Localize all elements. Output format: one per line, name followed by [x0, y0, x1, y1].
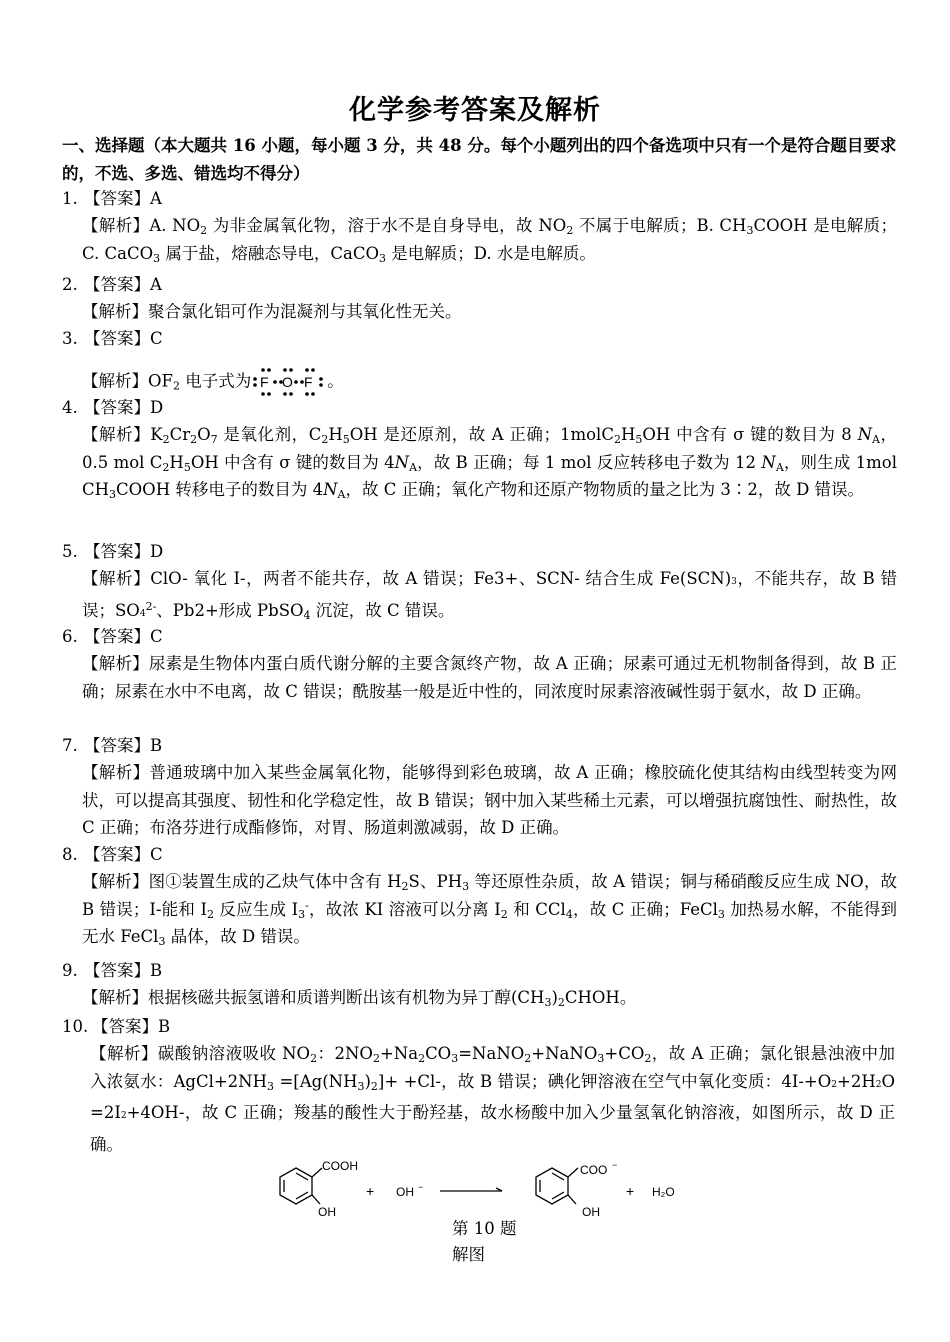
answer-10: 10. 【答案】B: [62, 1017, 171, 1036]
lewis-f-left: F: [260, 374, 269, 390]
explanation-8: 【解析】图①装置生成的乙炔气体中含有 $H_2S$、$PH_3$ 等还原性杂质，故 A 错误；铜与稀硝酸反应生成 NO，故 B 错误；I-能和 $I_2$ 反应生成 $I_3^-$，故浓 KI 溶液可以分离 $I_2$ 和 CCl$_4$，故 C 正确；FeCl$_3$ 加热易水解，不能得到无水 FeCl$_3$ 晶体，故 D 错误。: [82, 872, 897, 948]
hydroxide-label: OH: [396, 1185, 414, 1199]
caption-line-2: 解图: [452, 1245, 485, 1264]
explanation-9: 【解析】根据核磁共振氢谱和质谱判断出该有机物为异丁醇$(CH_3)_2CHOH$。: [82, 988, 637, 1009]
page-title: 化学参考答案及解析: [349, 95, 601, 126]
svg-text:−: −: [612, 1160, 618, 1170]
answer-5: 5. 【答案】D: [62, 542, 164, 561]
answer-3: 3. 【答案】C: [62, 329, 163, 348]
oh-label-right: OH: [582, 1205, 600, 1219]
explanation-10: 【解析】碳酸钠溶液吸收 $NO_2$：$2NO_2+Na_2CO_3=NaNO_2+NaNO_3+CO_2$，故 A 正确；氯化银悬浊液中加入浓氨水：$AgCl+2NH_3 =[Ag(NH_3)_2]+ +Cl-$，故 B 错误；碘化钾溶液在空气中氧化变质：4I-+O2+2H2O =2I2+4OH-，故 C 正确；羧基的酸性大于酚羟基，故水杨酸中加入少量氢氧化钠溶液，如图所示，故 D 正确。: [90, 1044, 896, 1154]
answer-7: 7. 【答案】B: [62, 736, 163, 755]
plus-sign-1: +: [366, 1183, 375, 1199]
answer-1: 1. 【答案】A: [62, 189, 162, 208]
answer-9: 9. 【答案】B: [62, 961, 163, 980]
explanation-6: 【解析】尿素是生物体内蛋白质代谢分解的主要含氮终产物，故 A 正确；尿素可通过无机物制备得到，故 B 正确；尿素在水中不电离，故 C 错误；酰胺基一般是近中性的，同浓度时尿素溶液碱性弱于氨水，故 D 正确。: [82, 654, 897, 701]
salicylate-structure: [536, 1168, 578, 1204]
oh-label-left: OH: [318, 1205, 336, 1219]
reaction-scheme-figure: [270, 1154, 690, 1224]
salicylic-acid-structure: [280, 1168, 322, 1204]
explanation-2: 【解析】聚合氯化铝可作为混凝剂与其氧化性无关。: [82, 302, 462, 321]
caption-line-1: 第 10 题: [452, 1219, 517, 1238]
reaction-arrow: [440, 1188, 502, 1191]
section-heading: 一、选择题（本大题共 16 小题，每小题 3 分，共 48 分。每个小题列出的四个备选项中只有一个是符合题目要求的，不选、多选、错选均不得分）: [62, 136, 897, 183]
answer-6: 6. 【答案】C: [62, 627, 163, 646]
explanation-5: 【解析】ClO- 氧化 I-，两者不能共存，故 A 错误；Fe3+、SCN- 结合生成 Fe(SCN)3，不能共存，故 B 错误；$SO4^{2-}$、Pb2+形成 PbSO$_4$ 沉淀，故 C 错误。: [82, 569, 897, 622]
figure-caption: [452, 1216, 517, 1268]
explanation-4: 【解析】$K_2Cr_2O_7$ 是氧化剂，$C_2H_5OH$ 是还原剂，故 A 正确；$1molC_2H_5OH$ 中含有 σ 键的数目为 8 $N_A$，0.5 mol $C_2H_5OH$ 中含有 σ 键的数目为 $4N_A$，故 B 正确；每 1 mol 反应转移电子数为 12 $N_A$，则生成 1mol $CH_3COOH$ 转移电子的数目为 $4N_A$，故 C 正确；氧化产物和还原产物物质的量之比为 3∶2，故 D 错误。: [82, 425, 898, 501]
answer-4: 4. 【答案】D: [62, 398, 164, 417]
explanation-7: 【解析】普通玻璃中加入某些金属氧化物，能够得到彩色玻璃，故 A 正确；橡胶硫化使其结构由线型转变为网状，可以提高其强度、韧性和化学稳定性，故 B 错误；钢中加入某些稀土元素，可以增强抗腐蚀性、耐热性，故 C 正确；布洛芬进行成酯修饰，对胃、肠道刺激减弱，故 D 正确。: [82, 763, 897, 837]
cooh-label: COOH: [322, 1159, 358, 1173]
lewis-f-right: F: [304, 374, 313, 390]
explanation-3: 【解析】$OF_2$ 电子式为 F O F 。: [82, 365, 897, 399]
carboxylate-label: COO: [580, 1163, 608, 1177]
explanation-1: 【解析】A. $NO_2$ 为非金属氧化物，溶于水不是自身导电，故 $NO_2$ 不属于电解质；B. $CH_3COOH$ 是电解质；C. CaCO$_3$ 属于盐，熔融态导电，CaCO$_3$ 是电解质；D. 水是电解质。: [82, 216, 897, 265]
plus-sign-2: +: [626, 1183, 635, 1199]
water-label: H₂O: [652, 1185, 675, 1199]
svg-text:−: −: [418, 1182, 424, 1192]
answer-2: 2. 【答案】A: [62, 275, 162, 294]
lewis-structure-of2: [251, 365, 327, 399]
answer-8: 8. 【答案】C: [62, 845, 163, 864]
lewis-o: O: [282, 374, 294, 390]
